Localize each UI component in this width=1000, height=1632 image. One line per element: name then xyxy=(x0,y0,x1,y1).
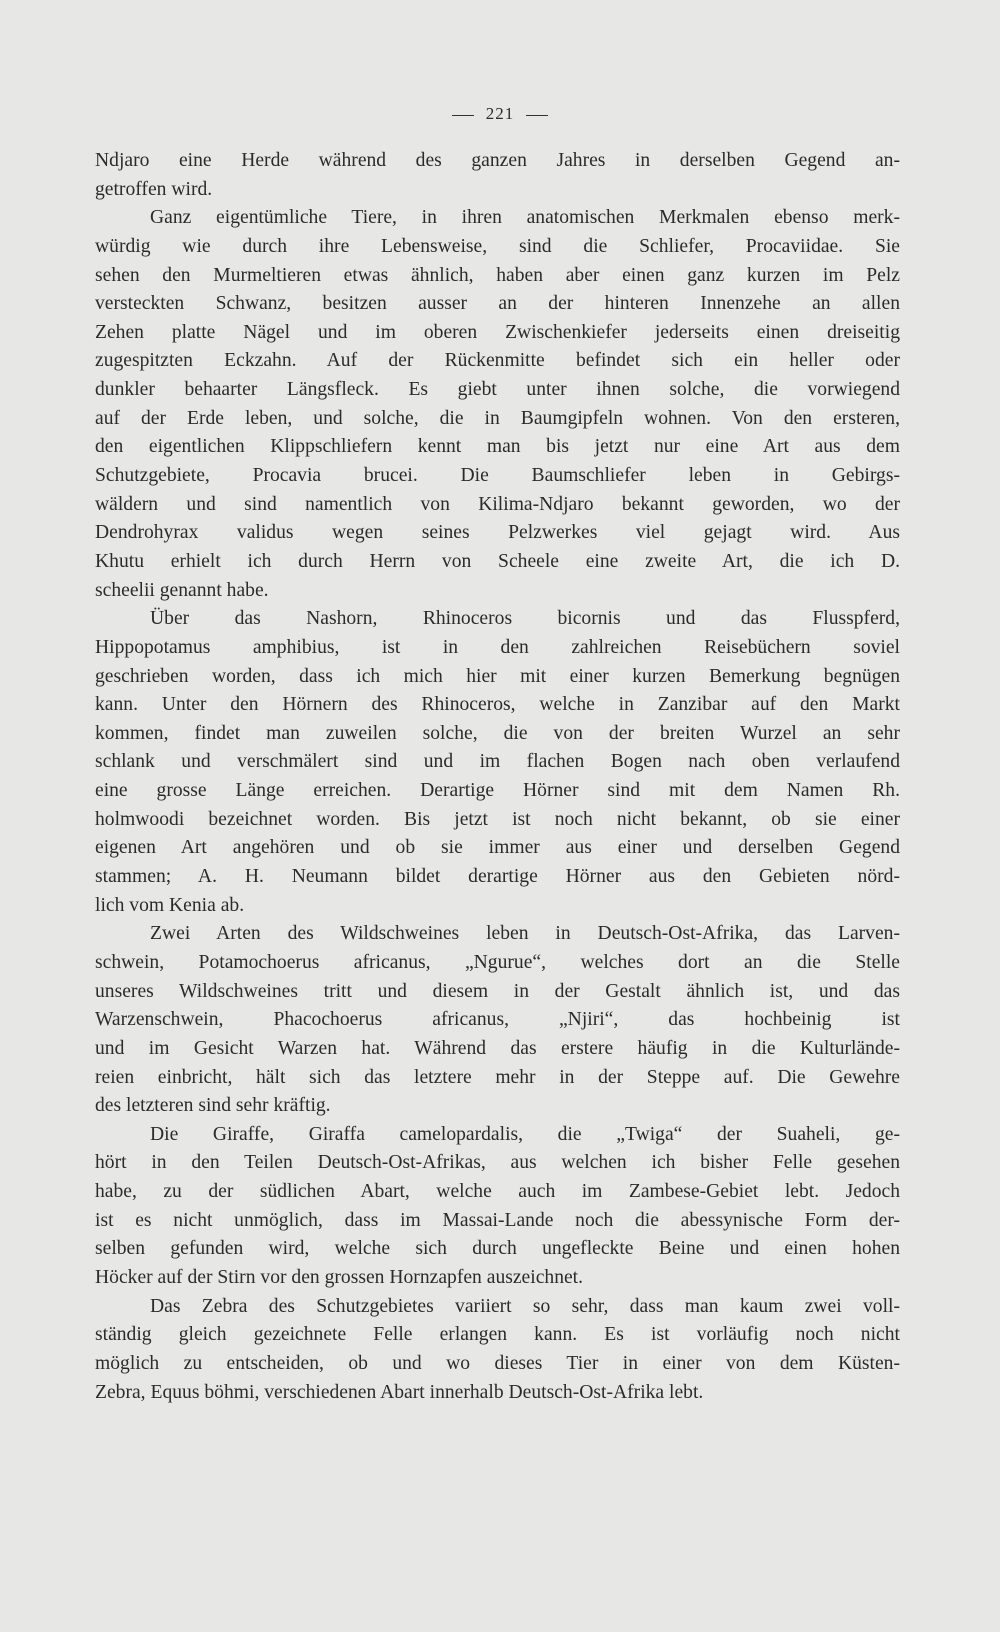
text-line: Schutzgebiete, Procavia brucei. Die Baumschliefer leben in Gebirgs- xyxy=(95,465,900,487)
text-line: möglich zu entscheiden, ob und wo dieses Tier in einer von dem Küsten- xyxy=(95,1352,900,1374)
text-line: Zebra, Equus böhmi, verschiedenen Abart innerhalb Deutsch-Ost-Afrika lebt. xyxy=(95,1381,704,1403)
text-line: Khutu erhielt ich durch Herrn von Scheele eine zweite Art, die ich D. xyxy=(95,550,900,572)
text-line: ständig gleich gezeichnete Felle erlangen kann. Es ist vorläufig noch nicht xyxy=(95,1324,900,1346)
text-line: den eigentlichen Klippschliefern kennt man bis jetzt nur eine Art aus dem xyxy=(95,436,900,458)
text-line: und im Gesicht Warzen hat. Während das erstere häufig in die Kulturlände- xyxy=(95,1037,900,1059)
text-line: selben gefunden wird, welche sich durch ungefleckte Beine und einen hohen xyxy=(95,1238,900,1260)
text-line: Höcker auf der Stirn vor den grossen Hornzapfen auszeichnet. xyxy=(95,1266,584,1288)
text-line: lich vom Kenia ab. xyxy=(95,894,245,916)
text-line: schlank und verschmälert sind und im flachen Bogen nach oben verlaufend xyxy=(95,751,900,773)
header-dash-right xyxy=(526,115,548,116)
text-line: geschrieben worden, dass ich mich hier mit einer kurzen Bemerkung begnügen xyxy=(95,665,900,687)
text-line: versteckten Schwanz, besitzen ausser an der hinteren Innenzehe an allen xyxy=(95,293,900,315)
text-line: schwein, Potamochoerus africanus, „Ngurue“, welches dort an die Stelle xyxy=(95,951,900,973)
text-line: Die Giraffe, Giraffa camelopardalis, die „Twiga“ der Suaheli, ge- xyxy=(150,1123,900,1145)
page-header xyxy=(0,104,1000,124)
text-line: dunkler behaarter Längsfleck. Es giebt unter ihnen solche, die vorwiegend xyxy=(95,379,900,401)
text-line: sehen den Murmeltieren etwas ähnlich, haben aber einen ganz kurzen im Pelz xyxy=(95,264,900,286)
text-line: Zehen platte Nägel und im oberen Zwischenkiefer jederseits einen dreiseitig xyxy=(95,321,900,343)
text-line: Ganz eigentümliche Tiere, in ihren anatomischen Merkmalen ebenso merk- xyxy=(150,207,900,229)
text-line: habe, zu der südlichen Abart, welche auch im Zambese-Gebiet lebt. Jedoch xyxy=(95,1181,900,1203)
header-dash-left xyxy=(452,115,474,116)
text-line: eine grosse Länge erreichen. Derartige Hörner sind mit dem Namen Rh. xyxy=(95,780,900,802)
text-line: Über das Nashorn, Rhinoceros bicornis und das Flusspferd, xyxy=(150,608,900,630)
text-line: getroffen wird. xyxy=(95,178,213,200)
text-line: Warzenschwein, Phacochoerus africanus, „Njiri“, das hochbeinig ist xyxy=(95,1009,900,1031)
text-line: ist es nicht unmöglich, dass im Massai-Lande noch die abessynische Form der- xyxy=(95,1209,900,1231)
text-line: holmwoodi bezeichnet worden. Bis jetzt ist noch nicht bekannt, ob sie einer xyxy=(95,808,900,830)
text-line: hört in den Teilen Deutsch-Ost-Afrikas, aus welchen ich bisher Felle gesehen xyxy=(95,1152,900,1174)
text-line: eigenen Art angehören und ob sie immer aus einer und derselben Gegend xyxy=(95,837,900,859)
text-line: unseres Wildschweines tritt und diesem in der Gestalt ähnlich ist, und das xyxy=(95,980,900,1002)
text-line: des letzteren sind sehr kräftig. xyxy=(95,1095,331,1117)
text-line: zugespitzten Eckzahn. Auf der Rückenmitte befindet sich ein heller oder xyxy=(95,350,900,372)
text-line: Zwei Arten des Wildschweines leben in Deutsch-Ost-Afrika, das Larven- xyxy=(150,923,900,945)
text-line: würdig wie durch ihre Lebensweise, sind die Schliefer, Procaviidae. Sie xyxy=(95,235,900,257)
text-line: Ndjaro eine Herde während des ganzen Jahres in derselben Gegend an- xyxy=(95,150,900,171)
text-line: auf der Erde leben, und solche, die in Baumgipfeln wohnen. Von den ersteren, xyxy=(95,407,900,429)
page-number: 221 xyxy=(485,104,515,123)
text-line: Das Zebra des Schutzgebietes variiert so sehr, dass man kaum zwei voll- xyxy=(150,1295,900,1317)
text-line: reien einbricht, hält sich das letztere mehr in der Steppe auf. Die Gewehre xyxy=(95,1066,900,1088)
text-line: kann. Unter den Hörnern des Rhinoceros, welche in Zanzibar auf den Markt xyxy=(95,694,900,716)
text-line: Dendrohyrax validus wegen seines Pelzwerkes viel gejagt wird. Aus xyxy=(95,522,900,544)
text-line: Hippopotamus amphibius, ist in den zahlreichen Reisebüchern soviel xyxy=(95,636,900,658)
page-body-text xyxy=(95,147,900,1407)
text-line: wäldern und sind namentlich von Kilima-Ndjaro bekannt geworden, wo der xyxy=(95,493,900,515)
text-line: kommen, findet man zuweilen solche, die von der breiten Wurzel an sehr xyxy=(95,722,900,744)
text-line: scheelii genannt habe. xyxy=(95,579,269,601)
text-line: stammen; A. H. Neumann bildet derartige Hörner aus den Gebieten nörd- xyxy=(95,866,900,888)
